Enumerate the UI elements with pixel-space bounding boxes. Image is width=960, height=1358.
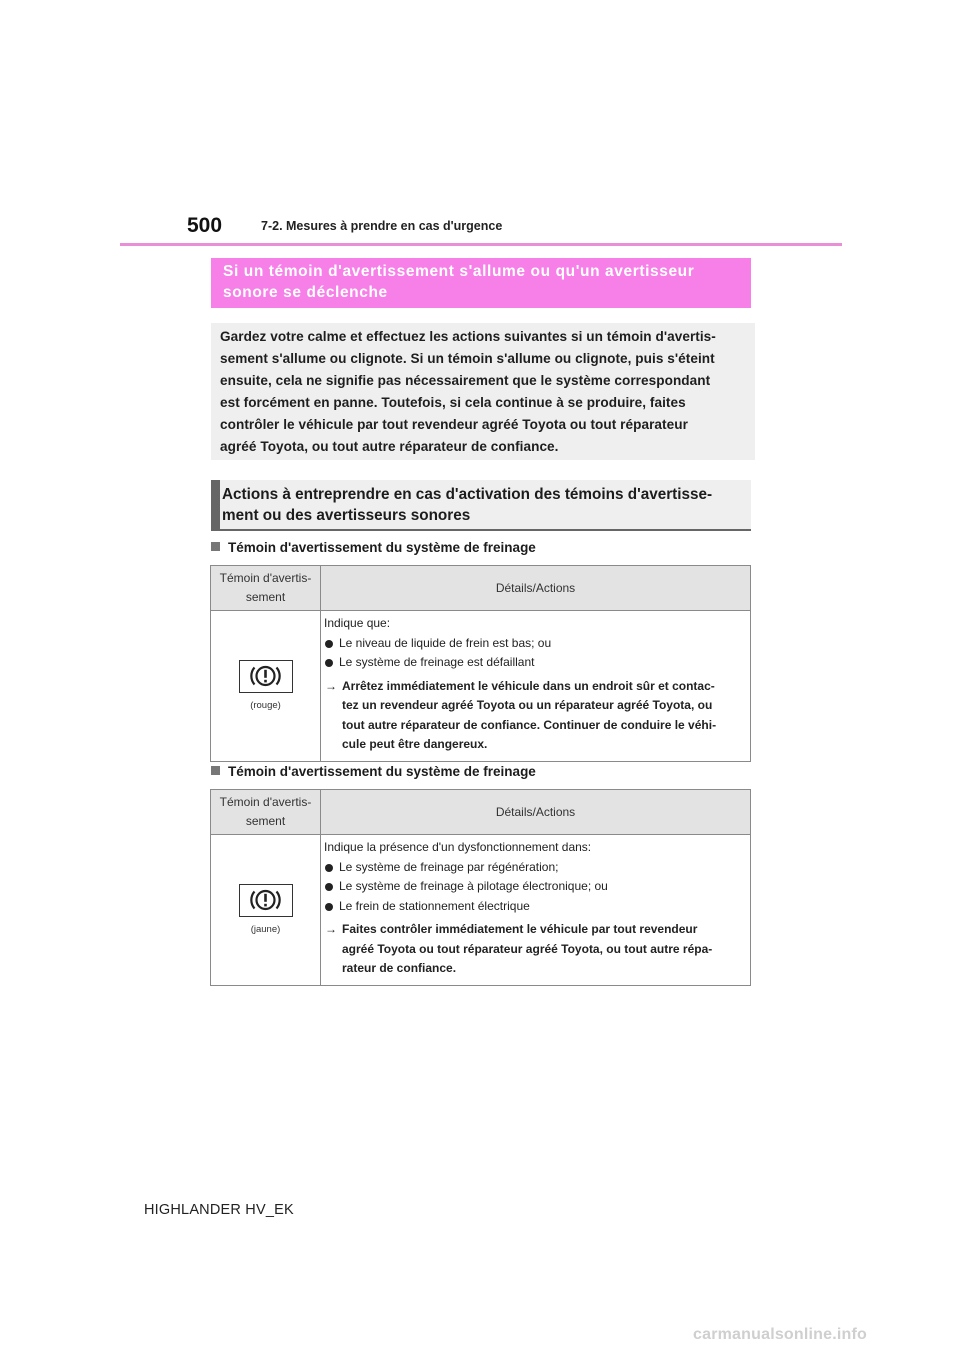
page-number: 500 bbox=[187, 214, 223, 237]
intro-line: est forcément en panne. Toutefois, si cela continue à se produire, faites bbox=[220, 395, 686, 410]
subsection-heading bbox=[211, 480, 751, 531]
column-header-details: Détails/Actions bbox=[321, 790, 751, 835]
column-header-indicator bbox=[211, 566, 321, 611]
intro-line: agréé Toyota, ou tout autre réparateur de confiance. bbox=[220, 439, 559, 454]
banner-line: Si un témoin d'avertissement s'allume ou qu'un avertisseur bbox=[223, 263, 695, 280]
banner-line: sonore se déclenche bbox=[223, 284, 388, 301]
table-header-row bbox=[211, 566, 751, 611]
section-banner bbox=[211, 258, 751, 308]
subheading-line: Actions à entreprendre en cas d'activation des témoins d'avertisse- bbox=[222, 486, 713, 503]
section-reference: 7-2. Mesures à prendre en cas d'urgence bbox=[261, 219, 503, 233]
table-row bbox=[211, 611, 751, 762]
action-line: Faites contrôler immédiatement le véhicule par tout revendeur bbox=[342, 922, 698, 936]
intro-line: contrôler le véhicule par tout revendeur agréé Toyota ou tout réparateur bbox=[220, 417, 688, 432]
header-text: Témoin d'avertis- bbox=[219, 795, 312, 809]
header-divider bbox=[120, 243, 842, 246]
arrow-icon: → bbox=[325, 678, 337, 693]
intro-notice bbox=[211, 323, 755, 460]
action-line: tout autre réparateur de confiance. Continuer de conduire le véhi- bbox=[342, 717, 717, 732]
arrow-icon: → bbox=[325, 922, 337, 936]
action-line: tez un revendeur agréé Toyota ou un réparateur agréé Toyota, ou bbox=[342, 698, 713, 712]
action-line: agréé Toyota ou tout réparateur agréé Toyota, ou tout autre répa- bbox=[342, 941, 713, 956]
warning-table-yellow bbox=[210, 789, 751, 986]
column-header-indicator bbox=[211, 790, 321, 835]
column-header-details: Détails/Actions bbox=[321, 566, 751, 611]
bullet-item: Le système de freinage à pilotage électronique; ou bbox=[324, 877, 746, 897]
header-text: sement bbox=[245, 814, 286, 828]
action-instruction bbox=[324, 677, 746, 755]
header-text: sement bbox=[245, 590, 286, 604]
icon-color-caption: (jaune) bbox=[250, 924, 281, 936]
bullet-item: Le niveau de liquide de frein est bas; ou bbox=[324, 634, 746, 654]
icon-color-caption: (rouge) bbox=[250, 700, 281, 712]
action-line: Arrêtez immédiatement le véhicule dans un endroit sûr et contac- bbox=[342, 678, 715, 693]
table-row bbox=[211, 835, 751, 986]
action-instruction bbox=[324, 920, 746, 979]
subheading-line: ment ou des avertisseurs sonores bbox=[222, 507, 471, 524]
header-text: Témoin d'avertis- bbox=[219, 571, 312, 585]
indicator-cell bbox=[211, 611, 321, 762]
intro-line: sement s'allume ou clignote. Si un témoin s'allume ou clignote, puis s'éteint bbox=[220, 351, 715, 366]
item-title bbox=[211, 540, 536, 555]
item-title-text: Témoin d'avertissement du système de freinage bbox=[228, 540, 536, 555]
warning-table-red bbox=[210, 565, 751, 762]
table-header-row bbox=[211, 790, 751, 835]
model-footer: HIGHLANDER HV_EK bbox=[144, 1202, 294, 1218]
item-title-text: Témoin d'avertissement du système de freinage bbox=[228, 764, 536, 779]
brake-warning-icon bbox=[239, 884, 293, 917]
action-line: cule peut être dangereux. bbox=[342, 737, 488, 751]
watermark: carmanualsonline.info bbox=[693, 1326, 868, 1343]
details-cell bbox=[321, 611, 751, 762]
bullet-item: Le frein de stationnement électrique bbox=[324, 897, 746, 917]
details-cell bbox=[321, 835, 751, 986]
bullet-item: Le système de freinage par régénération; bbox=[324, 858, 746, 878]
action-line: rateur de confiance. bbox=[342, 961, 457, 975]
indicator-cell bbox=[211, 835, 321, 986]
details-intro: Indique la présence d'un dysfonctionnement dans: bbox=[324, 840, 592, 854]
square-bullet-icon bbox=[211, 542, 220, 551]
square-bullet-icon bbox=[211, 766, 220, 775]
brake-warning-icon bbox=[239, 660, 293, 693]
intro-line: Gardez votre calme et effectuez les actions suivantes si un témoin d'avertis- bbox=[220, 329, 716, 344]
item-title bbox=[211, 764, 536, 779]
bullet-item: Le système de freinage est défaillant bbox=[324, 653, 746, 673]
details-intro: Indique que: bbox=[324, 616, 391, 630]
intro-line: ensuite, cela ne signifie pas nécessairement que le système correspondant bbox=[220, 373, 711, 388]
